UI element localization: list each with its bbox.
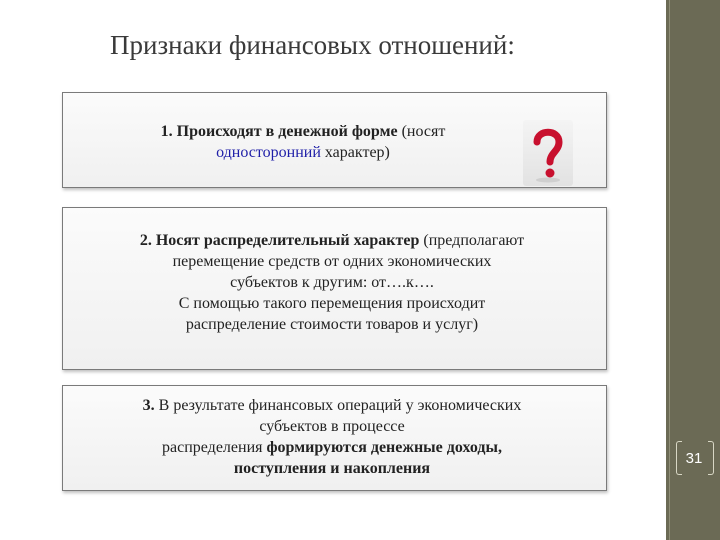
feature-box-2	[62, 207, 607, 370]
side-panel-divider	[669, 0, 670, 540]
feature-2-line-5: распределение стоимости товаров и услуг)	[185, 316, 479, 333]
feature-1-text	[93, 121, 513, 163]
feature-box-3	[62, 385, 607, 491]
feature-3-line-3: распределения	[162, 439, 267, 456]
feature-3-emphasis: формируются денежные доходы,	[266, 439, 502, 456]
feature-3-text	[77, 395, 587, 479]
feature-2-note: (предполагают	[419, 232, 525, 249]
slide-number: 31	[685, 450, 703, 467]
feature-2-text	[77, 230, 587, 335]
feature-box-1	[62, 92, 607, 188]
feature-3-number: 3.	[142, 397, 155, 414]
feature-1-note-end: характер)	[320, 144, 390, 161]
feature-1-keyword: односторонний	[216, 144, 321, 161]
feature-2-line-4: С помощью такого перемещения происходит	[178, 295, 486, 312]
feature-1-note: (носят	[397, 123, 446, 140]
feature-3-line-2: субъектов в процессе	[259, 418, 405, 435]
feature-2-line-2: перемещение средств от одних экономических	[172, 253, 492, 270]
slide-title: Признаки финансовых отношений:	[110, 30, 515, 60]
feature-1-heading: 1. Происходят в денежной форме	[160, 123, 398, 140]
feature-3-line-1: В результате финансовых операций у экономических	[154, 397, 522, 414]
feature-2-heading: 2. Носят распределительный характер	[139, 232, 420, 249]
question-mark-icon	[523, 120, 573, 186]
feature-3-emphasis-end: поступления и накопления	[233, 460, 431, 477]
feature-2-line-3: субъектов к другим: от….к….	[230, 274, 434, 291]
